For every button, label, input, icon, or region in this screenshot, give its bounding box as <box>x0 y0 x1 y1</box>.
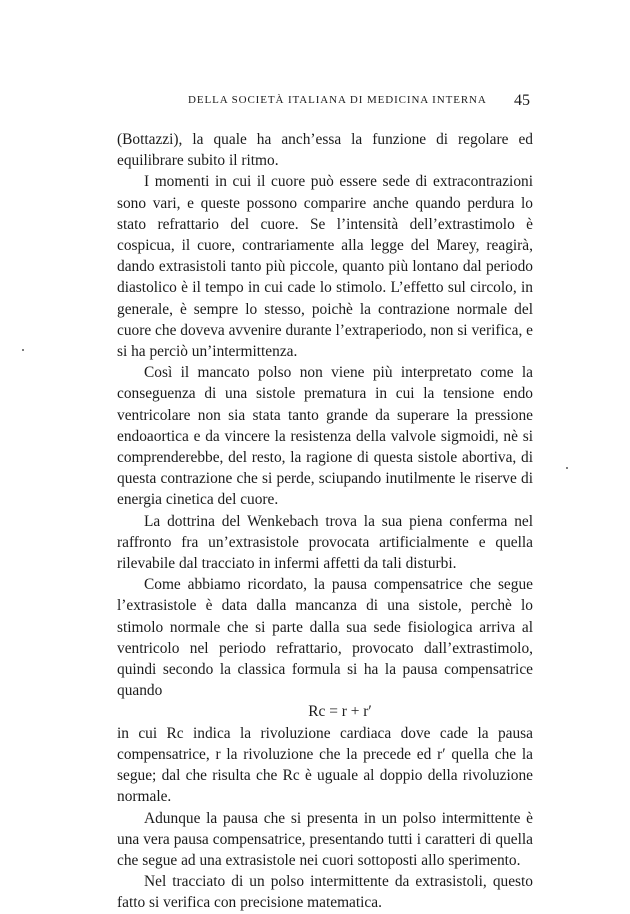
body-text <box>117 129 533 914</box>
scan-speck <box>566 467 568 469</box>
paragraph: (Bottazzi), la quale ha anch’essa la funzione di regolare ed equilibrare subito il ritmo. <box>117 131 533 170</box>
paragraph: in cui Rc indica la rivoluzione cardiaca dove cade la pausa compensatrice, r la rivoluzione che la precede ed r′ quella che la segue; dal che risulta che Rc è uguale al doppio della rivoluzione normale. <box>117 724 533 806</box>
paragraph: Come abbiamo ricordato, la pausa compensatrice che segue l’extrasistole è data dalla mancanza di una sistole, perchè lo stimolo normale che si parte dalla sua sede fisiologica arriva al ventricolo nel periodo refrattario, provocato dall’extrastimolo, quindi secondo la classica formula si ha la pausa compensatrice quando <box>117 576 533 700</box>
running-head: DELLA SOCIETÀ ITALIANA DI MEDICINA INTERNA <box>188 94 487 106</box>
paragraph: Nel tracciato di un polso intermittente da extrasistoli, questo fatto si verifica con precisione matematica. <box>117 873 533 912</box>
paragraph: I momenti in cui il cuore può essere sede di extracontrazioni sono vari, e queste possono comparire anche quando perdura lo stato refrattario del cuore. Se l’intensità dell’extrastimolo è cospicua, il cuore, contrariamente alla legge del Marey, reagirà, dando extrasistoli tanto più piccole, quanto più lontano dal periodo diastolico è il tempo in cui cade lo stimolo. L’effetto sul circolo, in generale, è sempre lo stesso, poichè la contrazione normale del cuore che doveva avvenire durante l’extraperiodo, non si verifica, e si ha perciò un’intermittenza. <box>117 173 533 361</box>
paragraph: La dottrina del Wenkebach trova la sua piena conferma nel raffronto fra un’extrasistole provocata artificialmente e quella rilevabile dal tracciato in infermi affetti da tali disturbi. <box>117 512 533 573</box>
page-number: 45 <box>514 92 530 109</box>
paragraph: Adunque la pausa che si presenta in un polso intermittente è una vera pausa compensatrice, presentando tutti i caratteri di quella che segue ad una extrasistole nei cuori sottoposti allo sperimento. <box>117 809 533 869</box>
formula: Rc = r + r′ <box>308 703 372 721</box>
paragraph: Così il mancato polso non viene più interpretato come la conseguenza di una sistole prematura in cui la tensione endo ventricolare non sia stata tanto grande da superare la pressione endoaortica e da vincere la resistenza della valvole sigmoidi, nè si comprenderebbe, del resto, la ragione di questa sistole abortiva, di questa contrazione che si perde, sciupando inutilmente le riserve di energia cinetica del cuore. <box>117 364 533 509</box>
scan-speck <box>22 349 24 351</box>
